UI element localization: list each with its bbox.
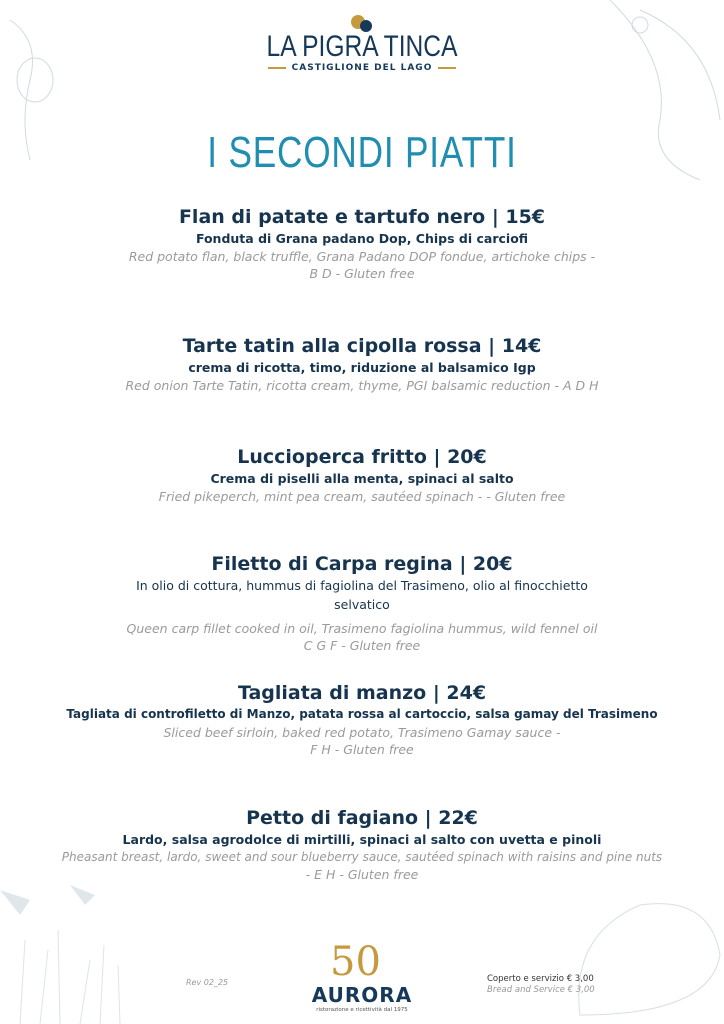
dish-name: Tarte tatin alla cipolla rossa | 14€ xyxy=(182,335,542,357)
dish-english: Sliced beef sirloin, baked red potato, Trasimeno Gamay sauce - xyxy=(163,725,561,740)
dish-name: Luccioperca fritto | 20€ xyxy=(237,446,487,468)
vegetable-illustration-icon xyxy=(0,0,60,170)
dish-description: Tagliata di controfiletto di Manzo, patata rossa al cartoccio, salsa gamay del Trasimeno xyxy=(66,707,658,721)
dish-english: Red onion Tarte Tatin, ricotta cream, thyme, PGI balsamic reduction - A D H xyxy=(125,378,599,393)
dish-english: Red potato flan, black truffle, Grana Padano DOP fondue, artichoke chips - xyxy=(128,249,596,264)
dish-description: Crema di piselli alla menta, spinaci al salto xyxy=(210,471,514,486)
menu-item xyxy=(10,806,714,883)
dish-name: Tagliata di manzo | 24€ xyxy=(237,682,487,704)
dish-english: Queen carp fillet cooked in oil, Trasimeno fagiolina hummus, wild fennel oil xyxy=(126,621,598,636)
dish-name: Petto di fagiano | 22€ xyxy=(246,807,478,829)
brand-number: 50 xyxy=(330,939,381,985)
dish-name: Filetto di Carpa regina | 20€ xyxy=(211,553,513,575)
dish-description: Lardo, salsa agrodolce di mirtilli, spinaci al salto con uvetta e pinoli xyxy=(122,832,602,847)
menu-item xyxy=(20,681,704,758)
dish-english: Fried pikeperch, mint pea cream, sautéed spinach - - Gluten free xyxy=(158,489,566,504)
meat-illustration-icon xyxy=(560,895,724,1024)
brand-name: AURORA xyxy=(311,983,413,1007)
dish-description: In olio di cottura, hummus di fagiolina del Trasimeno, olio al finocchietto selvatico xyxy=(136,578,588,612)
menu-item xyxy=(40,334,684,394)
dish-english: B D - Gluten free xyxy=(309,266,415,281)
menu-item xyxy=(40,445,684,505)
dish-name: Flan di patate e tartufo nero | 15€ xyxy=(178,206,546,228)
menu-item xyxy=(40,205,684,282)
page-title: I SECONDI PIATTI xyxy=(207,128,517,177)
cover-charge: Coperto e servizio € 3,00 xyxy=(487,974,594,984)
revision-label: Rev 02_25 xyxy=(186,978,229,987)
dish-english: Pheasant breast, lardo, sweet and sour blueberry sauce, sautéed spinach with raisins and pine nuts xyxy=(61,850,663,864)
dish-description: crema di ricotta, timo, riduzione al balsamico Igp xyxy=(188,360,536,375)
brand-tagline: ristorazione e ricettività dal 1975 xyxy=(316,1007,408,1013)
menu-item xyxy=(110,552,614,654)
dish-english: F H - Gluten free xyxy=(310,742,414,757)
logo-name: LA PIGRA TINCA xyxy=(266,30,458,63)
logo-location: CASTIGLIONE DEL LAGO xyxy=(0,63,724,73)
cover-charge-en: Bread and Service € 3,00 xyxy=(487,985,595,995)
dish-description: Fonduta di Grana padano Dop, Chips di carciofi xyxy=(195,231,529,246)
birds-reeds-illustration-icon xyxy=(0,870,150,1024)
dish-english: - E H - Gluten free xyxy=(305,867,419,882)
dish-english: C G F - Gluten free xyxy=(303,638,421,653)
